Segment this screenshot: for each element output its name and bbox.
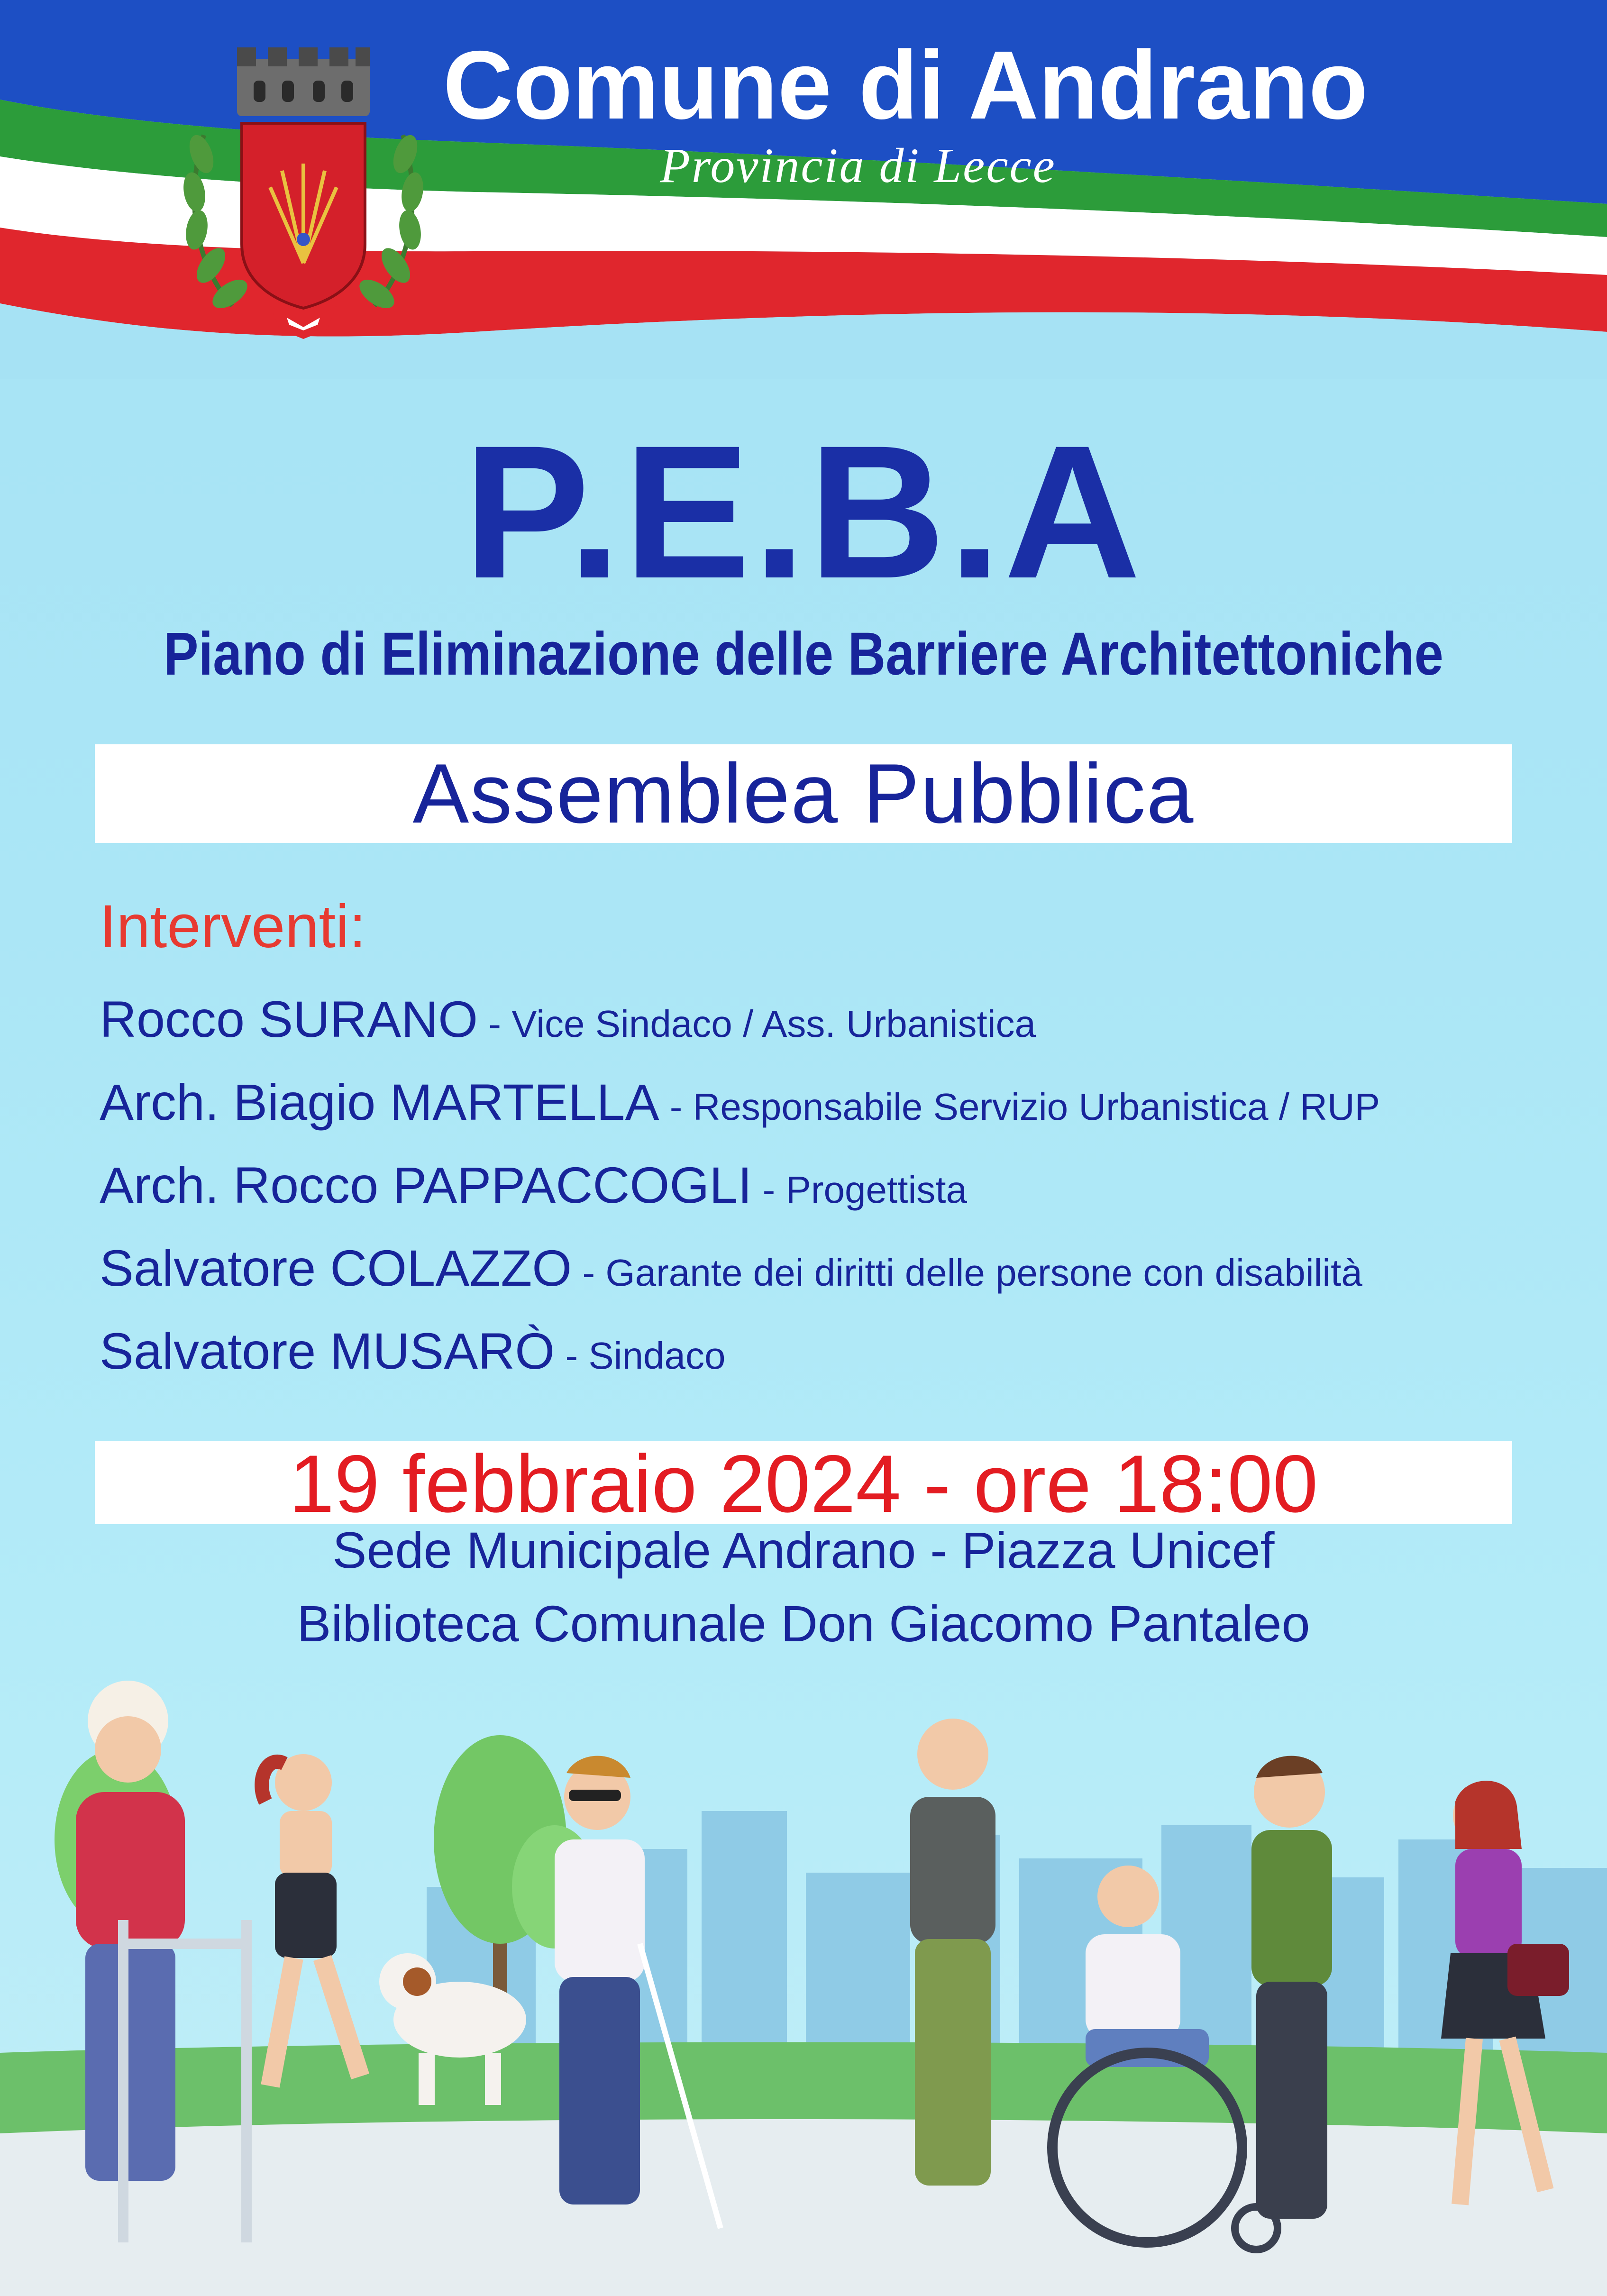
event-date-time: 19 febbraio 2024 - ore 18:00 — [289, 1438, 1318, 1529]
plan-full-name: Piano di Eliminazione delle Barriere Architettoniche — [164, 620, 1443, 688]
speaker-name: Arch. Rocco PAPPACCOGLI — [100, 1156, 752, 1214]
speaker-item — [100, 988, 1036, 1055]
speaker-item — [100, 1071, 1380, 1138]
speaker-item — [100, 1320, 726, 1387]
province-subtitle: Provincia di Lecce — [660, 138, 1056, 193]
municipality-title: Comune di Andrano — [443, 31, 1368, 139]
speaker-role: - Responsabile Servizio Urbanistica / RUP — [659, 1086, 1380, 1128]
speaker-name: Rocco SURANO — [100, 990, 478, 1048]
speaker-role: - Garante dei diritti delle persone con disabilità — [572, 1252, 1362, 1294]
event-type-label: Assemblea Pubblica — [412, 746, 1195, 841]
plan-acronym: P.E.B.A — [463, 406, 1144, 618]
venue-line-1: Sede Municipale Andrano - Piazza Unicef — [332, 1521, 1275, 1579]
speaker-item — [100, 1154, 967, 1221]
speakers-heading: Interventi: — [100, 893, 366, 960]
speaker-item — [100, 1237, 1362, 1304]
speaker-role: - Progettista — [752, 1169, 967, 1211]
speaker-name: Salvatore MUSARÒ — [100, 1322, 555, 1380]
speaker-name: Salvatore COLAZZO — [100, 1239, 572, 1297]
people-park-scene-illustration — [0, 1650, 1607, 2296]
speaker-name: Arch. Biagio MARTELLA — [100, 1073, 659, 1131]
speaker-role: - Vice Sindaco / Ass. Urbanistica — [478, 1003, 1036, 1045]
venue-line-2: Biblioteca Comunale Don Giacomo Pantaleo — [297, 1595, 1310, 1652]
speaker-role: - Sindaco — [555, 1335, 726, 1377]
